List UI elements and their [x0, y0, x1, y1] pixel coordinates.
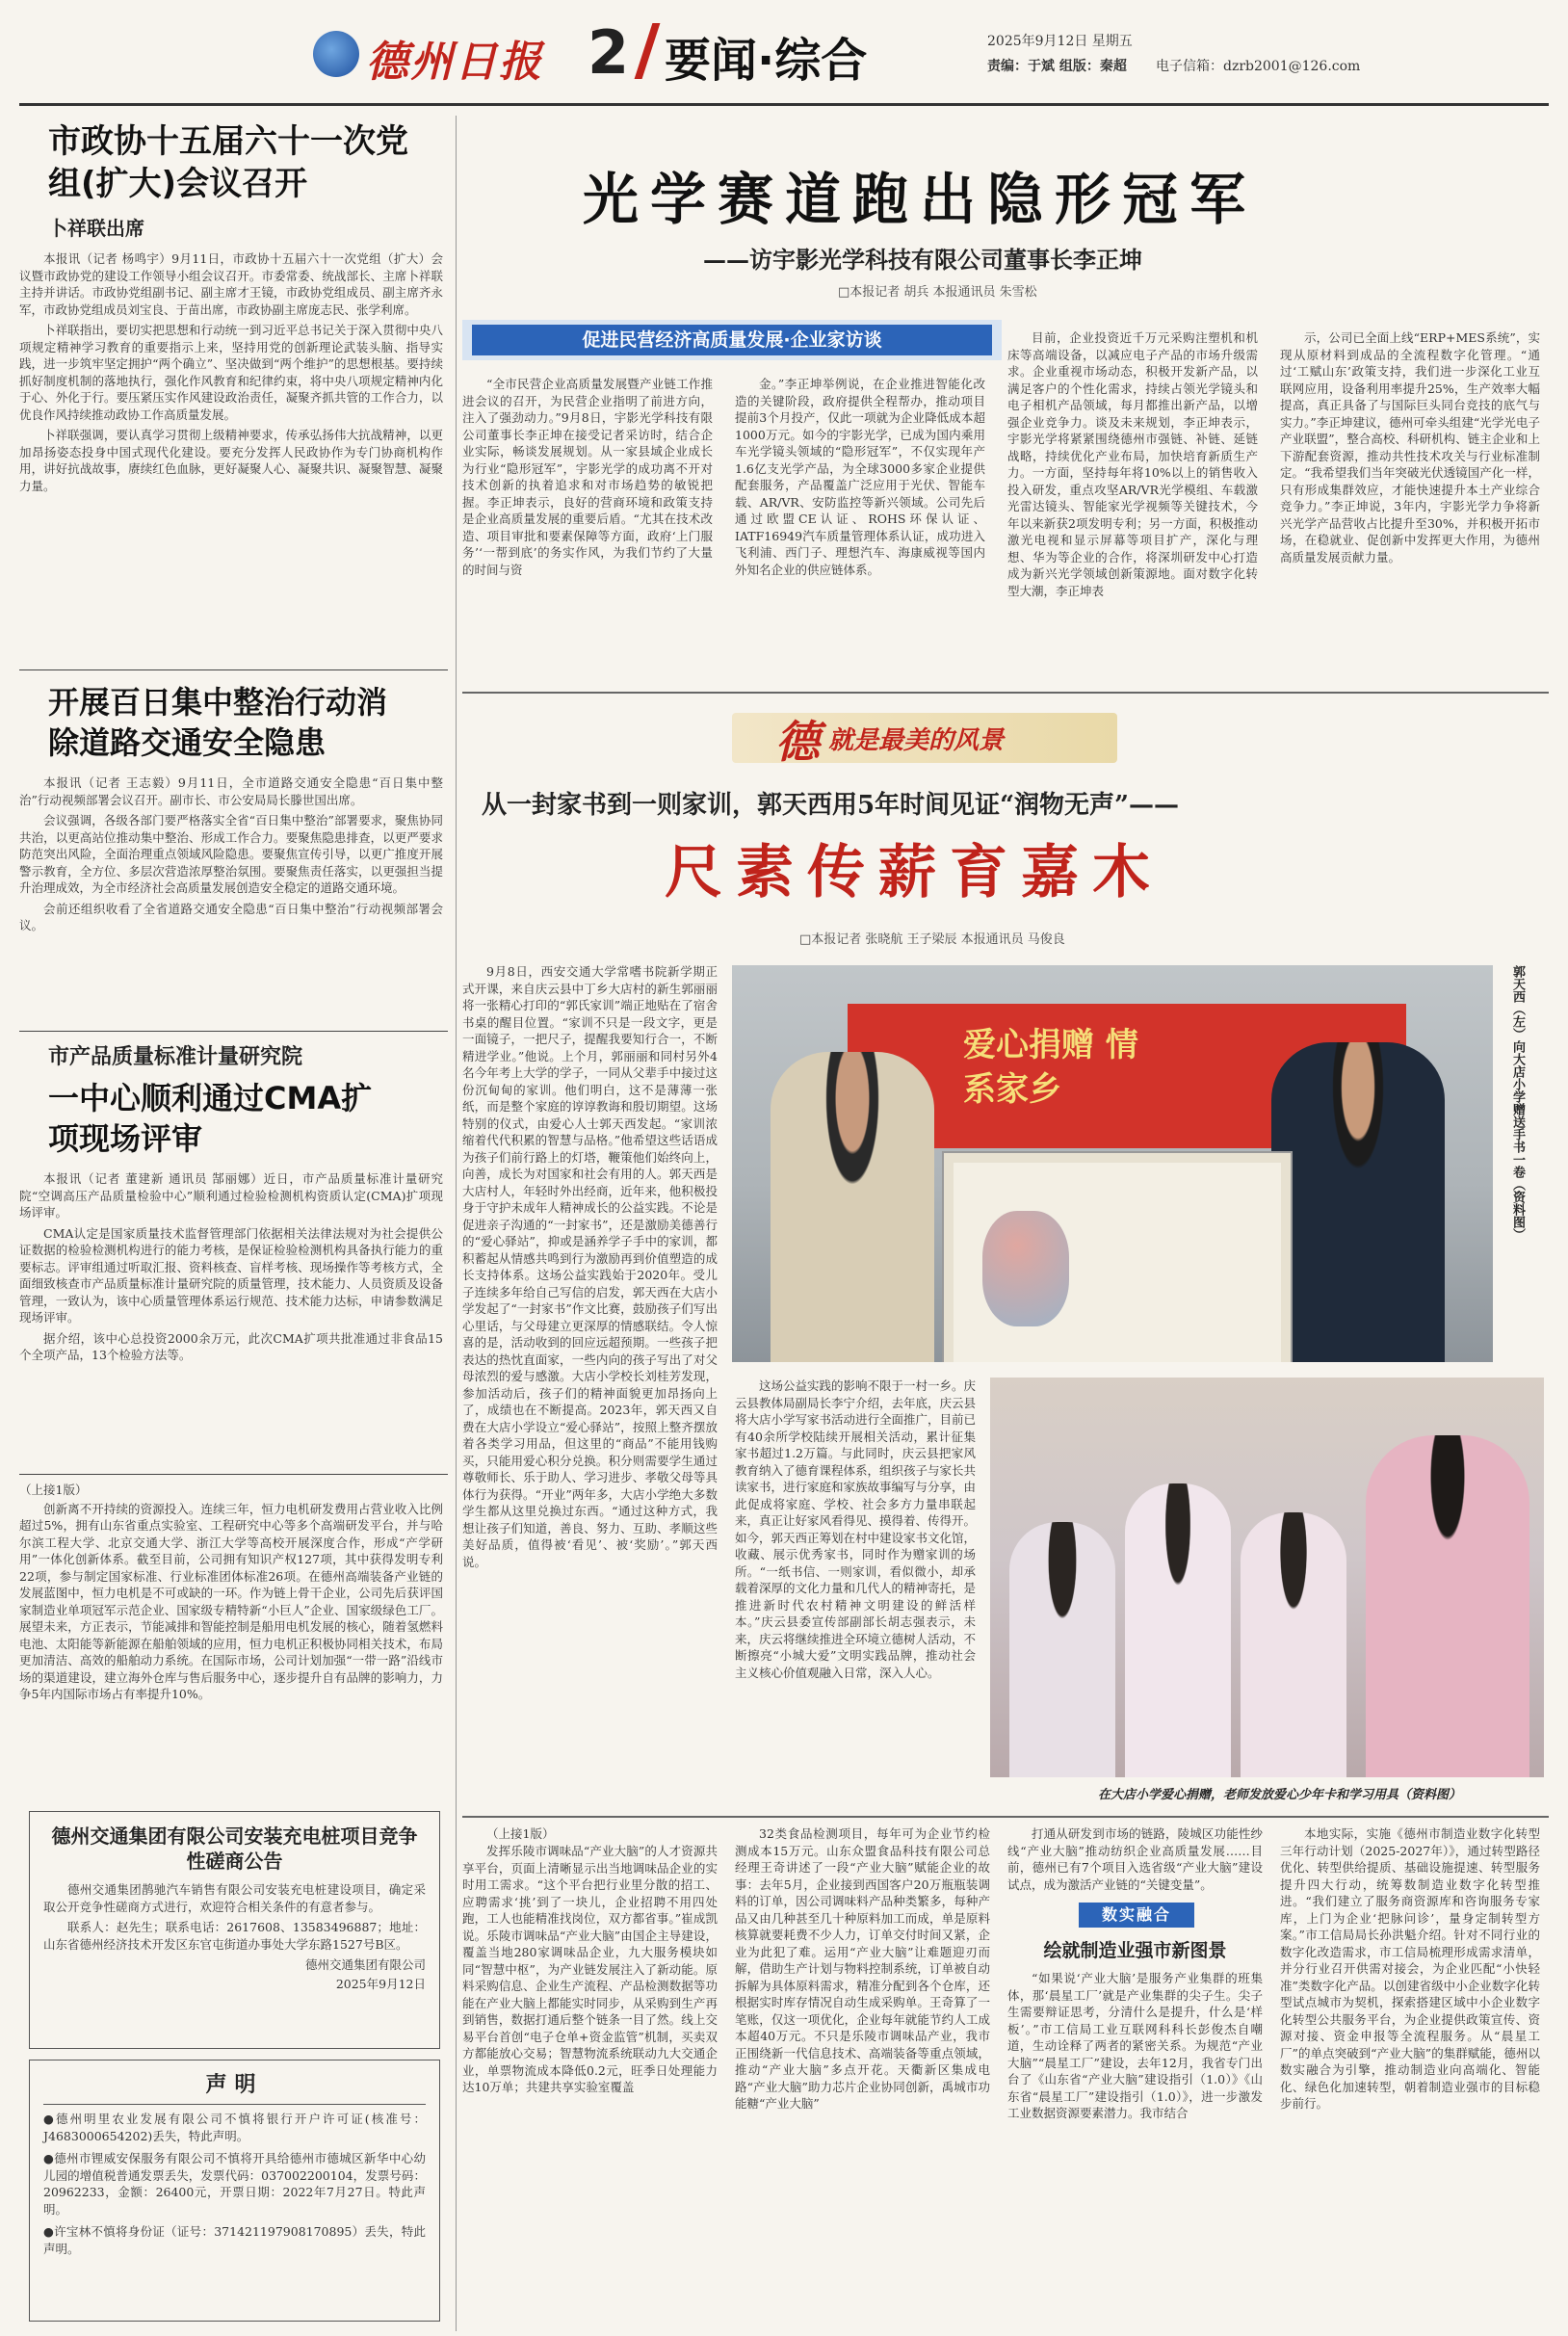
child-2	[1125, 1483, 1231, 1777]
email: 电子信箱：dzrb2001@126.com	[1156, 59, 1361, 74]
article-cppcc-meeting	[19, 120, 443, 498]
issue-date: 2025年9月12日 星期五	[987, 34, 1133, 49]
paragraph: 卜祥联指出，要切实把思想和行动统一到习近平总书记关于深入贯彻中央八项规定精神学习教育的重要指示上来，坚持用党的创新理论武装头脑、指导实践，进一步筑牢坚定拥护“两个确立”、坚决做到“两个维护”的思想根基。要持续抓好制度机制的落地执行，强化作风教育和纪律约束，将中央八项规定精神内化于心、外化于行。要压紧压实作风建设政治责任，凝聚齐抓共管的工作合力，以优良作风持续推动政协工作高质量发展。	[19, 323, 443, 422]
headline: 光学赛道跑出隐形冠军	[583, 167, 1258, 232]
headline: 尺素传薪育嘉木	[665, 839, 1163, 906]
photo2-caption: 在大店小学爱心捐赠，老师发放爱心少年卡和学习用具（资料图）	[1098, 1788, 1462, 1802]
statement-box	[29, 2060, 440, 2322]
body-col: 这场公益实践的影响不限于一村一乡。庆云县教体局副局长李宁介绍，去年底，庆云县将大店小学写家书活动进行全面推广，目前已有40余所学校陆续开展相关活动，累计征集家书超过1.2万篇。与此同时，庆云县把家风教育纳入了德育课程体系，组织孩子与家长共读家书，进行家庭和家族故事编写与分享，由此促成将家庭、学校、社会多方力量串联起来，真正让好家风看得见、摸得着、传得开。如今，郭天西正筹划在村中建设家书文化馆，收藏、展示优秀家书，同时作为赠家训的场所。“一纸书信、一则家训，看似微小，却承载着深厚的文化力量和几代人的精神寄托，是推进新时代农村精神文明建设的鲜活样本。”庆云县委宣传部副部长胡志强表示，未来，庆云将继续推进全环境立德树人活动，不断擦亮“小城大爱”文明实践品牌，推动社会主义核心价值观融入日常，深入人心。	[735, 1378, 977, 1680]
paragraph: CMA认定是国家质量技术监督管理部门依据相关法律法规对为社会提供公证数据的检验检测机构进行的能力考核，是保证检验检测机构具备执行能力的重要标志。评审组通过听取汇报、资料核查、盲样考核、现场操作等考核方式，全面细致核查市产品质量标准计量研究院的质量管理，技术能力、人员资质及设备管理，一致认为，该中心质量管理体系运行规范、技术能力达标，申请参数满足现场评审。	[19, 1225, 443, 1325]
child-3	[1241, 1512, 1346, 1777]
statement-item: ●德州市锂威安保服务有限公司不慎将开具给德州市德城区新华中心幼儿园的增值税普通发票丢失，发票代码：037002200104，发票号码：20962233，金额：26400元，开票日期：2022年7月27日。特此声明。	[43, 2151, 426, 2217]
body-col: 9月8日，西安交通大学常嗜书院新学期正式开课，来自庆云县中丁乡大店村的新生郭丽丽将一张精心打印的“郭氏家训”端正地贴在了宿舍书桌的醒目位置。“家训不只是一段文字，更是一面镜子，一把尺子，提醒我要知行合一，不断精进学业。”他说。上个月，郭丽丽和同村另外4名今年考上大学的学子，一同从父辈手中接过这份沉甸甸的家训。他们明白，这不是薄薄一张纸，而是整个家庭的谆谆教诲和殷切期望。这场特别的仪式，由爱心人士郭天西发起。“家训浓缩着代代积累的智慧与品格。”他希望这些话语成为孩子们前行路上的灯塔，鞭策他们始终向上，向善，成长为对国家和社会有用的人。郭天西是大店村人，年轻时外出经商，近年来，他积极投身于守护未成年人精神成长的公益实践。不论是促进亲子沟通的“一封家书”，还是激励美德善行的“爱心驿站”，抑或是涵养学子手中的家训，都积蓄起从情感共鸣到行为激励再到价值塑造的成长支持体系。这场公益实践始于2020年。受儿子连续多年给自己写信的启发，郭天西在大店小学发起了“一封家书”作文比赛，鼓励孩子们写出心里话，与父母建立更深厚的情感联结。令人惊喜的是，活动收到的回应远超预期。一些孩子把表达的热忱直面家，一些内向的孩子写出了对父母浓烈的爱与感激。大店小学校长刘桂芳发现，参加活动后，孩子们的精神面貌更加昂扬向上了，成绩也在不断提高。2023年，郭天西又自费在大店小学设立“爱心驿站”，按照上整齐摆放着各类学习用品，但这里的“商品”不能用钱购买，只能用爱心积分兑换。积分则需要学生通过尊敬师长、乐于助人、学习进步、孝敬父母等具体行为获得。“开业”两年多，大店小学绝大多数学生都从这里兑换过东西。“通过这种方式，我想让孩子们知道，善良、努力、互助、孝顺这些美好品质，值得被‘看见’、被‘奖励’。”郭天西说。	[462, 964, 718, 1569]
masthead	[0, 0, 1568, 116]
photo-donation	[732, 965, 1493, 1362]
photo1-banner: 爱心捐赠 情系家乡	[963, 1026, 1138, 1109]
teacher	[1366, 1435, 1529, 1777]
banner-text: 就是最美的风景	[828, 726, 1005, 755]
section-title: 要闻·综合	[665, 34, 868, 88]
feature-family-letter	[462, 703, 1549, 1821]
page-number: 2	[588, 17, 630, 88]
body-col: 32类食品检测项目，每年可为企业节约检测成本15万元。山东众盟食品科技有限公司总经理王奇讲述了一段“产业大脑”赋能企业的故事：去年5月，企业接到西国客户20万瓶瓶装调料的订单，因公司调味料产品种类繁多，每种产品又由几种甚至几十种原料加工而成，单是原料核算就要耗费不少人力，订单交付时间又紧，企业为此犯了难。运用“产业大脑”让难题迎刃而解，借助生产计划与物料控制系统，订单被自动拆解为具体原料需求，精准分配到各个仓库，还根据实时库存情况自动生成采购单。王奇算了一笔账，仅这一项优化，企业每年就能节约人工成本超40万元。不只是乐陵市调味品产业，我市正围绕新一代信息技术、高端装备等重点领域，推动“产业大脑”多点开花。天衢新区集成电路“产业大脑”助力芯片企业协同创新，禹城市功能糖“产业大脑”	[735, 1826, 990, 2111]
paragraph: 会前还组织收看了全省道路交通安全隐患“百日集中整治”行动视频部署会议。	[19, 901, 443, 932]
body-col: 金。”李正坤举例说，在企业推进智能化改造的关键阶段，政府提供全程帮办，推动项目提前3个月投产，仅此一项就为企业降低成本超1000万元。如今的宇影光学，已成为国内乘用车光学镜头领域的“隐形冠军”，不仅实现年产1.6亿支光学产品，为全球3000多家企业提供配套服务，产品覆盖广泛应用于光伏、智能车载、AR/VR、安防监控等新兴领域。公司先后通过欧盟CE认证、ROHS环保认证、IATF16949汽车质量管理体系认证，成功进入飞利浦、西门子、理想汽车、海康威视等国内外知名企业的供应链体系。	[735, 377, 985, 577]
series-banner-text: 促进民营经济高质量发展·企业家访谈	[472, 325, 992, 355]
statement-item: ●许宝林不慎将身份证（证号：371421197908170895）丢失，特此声明。	[43, 2224, 426, 2256]
body-col: “如果说‘产业大脑’是服务产业集群的班集体，那‘晨星工厂’就是产业集群的尖子生。尖子生需要辩证思考，分清什么是提升，什么是‘样板’。”市工信局工业互联网科科长彭俊杰自嘲道，生动诠释了两者的紧密关系。为规范“产业大脑”“晨星工厂”建设，去年12月，我省专门出台了《山东省“产业大脑”建设指引（1.0）》《山东省“晨星工厂”建设指引（1.0）》，进一步激发工业数据资源要素潜力。我市结合	[1007, 1971, 1263, 2120]
article-industry-brain	[462, 1825, 1549, 2326]
subheadline: ——访宇影光学科技有限公司董事长李正坤	[703, 246, 1142, 274]
body-col: “全市民营企业高质量发展暨产业链工作推进会议的召开，为民营企业指明了前进方向，注入了强劲动力。”9月8日，宇影光学科技有限公司董事长李正坤在接受记者采访时，结合企业实际，畅谈发展规划。从一家县域企业成长为行业“隐形冠军”，宇影光学的成功离不开对技术创新的执着追求和对市场趋势的敏锐把握。李正坤表示，良好的营商环境和政策支持是企业高质量发展的重要后盾。“尤其在技术改造、项目审批和要素保障等方面，政府‘上门服务’‘一帮到底’的务实作风，为我们节约了大量的时间与资	[462, 377, 713, 577]
byline: □本报记者 胡兵 本报通讯员 朱雪松	[838, 285, 1037, 300]
byline: □本报记者 张晓航 王子梁辰 本报通讯员 马俊良	[799, 932, 1065, 947]
headline: 开展百日集中整治行动消除道路交通安全隐患	[48, 684, 388, 761]
photo1-caption: 郭天西（左）向大店小学赠送手书一卷（资料图）	[1510, 965, 1525, 1241]
body-col: 发挥乐陵市调味品“产业大脑”的人才资源共享平台，页面上清晰显示出当地调味品企业的实时用工需求。“这个平台把行业里分散的招工、应聘需求‘挑’到了一块儿，企业招聘不用四处跑，工人也能精准找岗位，双方都省事。”崔成凯说。乐陵市调味品“产业大脑”由国企主导建设，覆盖当地280家调味品企业，九大服务模块如同“智慧中枢”，为产业链发展注入了新动能。原料采购信息、企业生产流程、产品检测数据等功能在产业大脑上都能实时同步，从采购到生产再到销售，数据打通后整个链条一目了然。线上交易平台首创“电子仓单+资金监管”机制，买卖双方都能放心交易；智慧物流系统联动九大交通企业，单票物流成本降低0.2元，旺季日处理能力达10万单；共建共享实验室覆盖	[462, 1844, 718, 2094]
article-traffic-safety	[19, 682, 443, 938]
newspaper-logo-icon	[313, 31, 359, 77]
banner-char: 德	[775, 716, 820, 768]
feature-optics	[462, 116, 1549, 703]
painting-figure	[982, 1211, 1069, 1326]
kicker: 市产品质量标准计量研究院	[48, 1045, 303, 1069]
notice-box	[29, 1811, 440, 2049]
notice-signer: 德州交通集团有限公司	[304, 1957, 426, 1972]
subsection-head: 绘就制造业强市新图景	[1043, 1940, 1227, 1961]
article-cma-review	[19, 1040, 443, 1368]
body-col: 打通从研发到市场的链路，陵城区功能性纱线“产业大脑”推动纺织企业高质量发展……目前，德州已有7个项目入选省级“产业大脑”建设试点，成为激活产业链的“关键变量”。	[1007, 1826, 1263, 1892]
paragraph: 据介绍，该中心总投资2000余万元，此次CMA扩项共批准通过非食品15个全项产品，13个检验方法等。	[19, 1330, 443, 1362]
notice-body: 德州交通集团鹊驰汽车销售有限公司安装充电桩建设项目，确定采取公开竞争性磋商方式进行，欢迎符合相关条件的有意者参与。	[43, 1882, 426, 1914]
body-col: 示，公司已全面上线“ERP+MES系统”，实现从原材料到成品的全流程数字化管理。“通过‘工赋山东’政策支持，我们进一步深化工业互联网应用，设备利用率提升25%，生产效率大幅提高，真正具备了与国际巨头同台竞技的底气与实力。”李正坤建议，德州可牵头组建“光学光电子产业联盟”，整合高校、科研机构、链主企业和上下游配套资源，推动共性技术攻关与行业标准制定。“我希望我们当年突破光伏透镜国产化一样，只有形成集群效应，才能快速提升本土产业综合竞争力。”李正坤说，3年内，宇影光学力争将新兴光学产品营收占比提升至30%，并积极开拓市场，在稳就业、促创新中发挥更大作用，为德州高质量发展贡献力量。	[1280, 330, 1540, 564]
jump-line: （上接1版）	[486, 1826, 555, 1841]
article-continued-motor	[19, 1482, 443, 1705]
subheadline: 卜祥联出席	[48, 217, 144, 240]
paragraph: 创新离不开持续的资源投入。连续三年，恒力电机研发费用占营业收入比例超过5%，拥有山东省重点实验室、工程研究中心等多个高端研发平台，并与哈尔滨工程大学、北京交通大学、浙江大学等高校开展深度合作，形成“产学研用”一体化创新体系。截至目前，公司拥有知识产权127项，其中获得发明专利22项，参与制定国家标准、行业标准团体标准26项。在德州高端装备产业链的发展蓝图中，恒力电机是不可或缺的一环。作为链上骨干企业，公司先后获评国家制造业单项冠军示范企业、国家级专精特新“小巨人”企业、国家级绿色工厂。展望未来，方正表示，节能减排和智能控制是船用电机发展的核心，随着氢燃料电池、太阳能等新能源在船舶领域的应用，恒力电机正积极协同相关技术，布局更加清洁、高效的船舶动力系统。在国际市场，公司计划加强“一带一路”沿线市场的渠道建设，建立海外仓库与售后服务中心，逐步提升自有品牌的影响力，力争5年内国际市场占有率提升10%。	[19, 1501, 443, 1701]
notice-title: 德州交通集团有限公司安装充电桩项目竞争性磋商公告	[51, 1824, 418, 1873]
page-editors: 责编：于斌 组版：秦超	[987, 59, 1127, 74]
paper-name: 德州日报	[366, 38, 543, 87]
paragraph: 本报讯（记者 董建新 通讯员 郜丽娜）近日，市产品质量标准计量研究院“空调高压产品质量检验中心”顺利通过检验检测机构资质认定(CMA)扩项现场评审。	[19, 1171, 443, 1220]
child-1	[1009, 1522, 1115, 1777]
jump-line: （上接1版）	[19, 1483, 88, 1497]
paragraph: 本报讯（记者 杨鸣宇）9月11日，市政协十五届六十一次党组（扩大）会议暨市政协党的建设工作领导小组会议召开。市委常委、统战部长、主席卜祥联主持并讲话。市政协党组副书记、副主席才王镜，市政协党组成员、副主席齐永军，市政协党组成员刘宝良、于苗出席，市政协副主席庞志民、张学利席。	[19, 251, 443, 317]
deck: 从一封家书到一则家训，郭天西用5年时间见证“润物无声”——	[482, 791, 1180, 820]
subsection-banner: 数实融合	[1079, 1903, 1194, 1928]
headline: 一中心顺利通过CMA扩项现场评审	[48, 1080, 373, 1157]
photo-classroom	[990, 1378, 1544, 1777]
paragraph: 会议强调，各级各部门要严格落实全省“百日集中整治”部署要求，聚焦协同共治，以更高站位推动集中整治、形成工作合力。要聚焦隐患排查，以更严要求防范突出风险，全面治理重点领域风险隐患。要聚焦宣传引导，以更广推度开展警示教育，全方位、多层次营造浓厚整治氛围。要聚焦责任落实，以更强担当提升治理成效，为全市经济社会高质量发展创造安全稳定的道路交通环境。	[19, 813, 443, 895]
person-right	[1271, 1042, 1445, 1362]
paragraph: 卜祥联强调，要认真学习贯彻上级精神要求，传承弘扬伟大抗战精神，以更加昂扬姿态投身中国式现代化建设。要充分发挥人民政协作为专门协商机构作用，讲好抗战故事，赓续红色血脉，更好凝聚人心、凝聚共识、凝聚智慧、凝聚力量。	[19, 428, 443, 493]
notice-date: 2025年9月12日	[335, 1976, 426, 1991]
statement-item: ●德州明里农业发展有限公司不慎将银行开户许可证(核准号：J4683000654202)丢失，特此声明。	[43, 2112, 426, 2143]
headline: 市政协十五届六十一次党组(扩大)会议召开	[48, 122, 408, 203]
body-col: 目前，企业投资近千万元采购注塑机和机床等高端设备，以减应电子产品的市场升级需求。企业重视市场动态，积极开发新产品，以满足客户的个性化需求，持续占领光学镜头和电子相机产品领域，每月都推出新产品，以增强企业竞争力。谈及未来规划，李正坤表示，宇影光学将紧紧围绕德州市强链、补链、延链战略，持续优化产业布局，加快培育新质生产力。一方面，坚持每年将10%以上的销售收入投入研发，重点攻坚AR/VR光学模组、车载激光雷达镜头、智能家光学视频等关键技术，今年以来新获2项发明专利；另一方面，积极推动激光电视和显示屏幕等项目扩产，深化与理想、华为等企业的合作，将深圳研发中心打造成为新兴光学领域创新策源地。面对数字化转型大潮，李正坤表	[1007, 330, 1258, 598]
page-slash	[635, 23, 661, 79]
person-left	[771, 1052, 934, 1362]
statement-title: 声明	[205, 2073, 264, 2097]
body-col: 本地实际，实施《德州市制造业数字化转型三年行动计划（2025-2027年）》，通过转型路径优化、转型供给提质、基础设施提速、转型服务提升四大行动，统筹数制造业数字化转型推进。“我们建立了服务商资源库和咨询服务专家库，上门为企业‘把脉问诊’，量身定制转型方案。”市工信局局长孙洪魁介绍。针对不同行业的数字化改造需求，市工信局梳理形成需求清单，并分行业召开供需对接会，为企业匹配“小快轻准”类数字化产品。以创建省级中小企业数字化转型试点城市为契机，探索搭建区域中小企业数字化转型公共服务平台，为企业提供政策宣传、资源对接、资金申报等全流程服务。从“晨星工厂”的单点突破到“产业大脑”的集群赋能，德州以数实融合为引擎，推动制造业向高端化、智能化、绿色化加速转型，朝着制造业强市的目标稳步前行。	[1280, 1826, 1540, 2111]
paragraph: 本报讯（记者 王志毅）9月11日，全市道路交通安全隐患“百日集中整治”行动视频部署会议召开。副市长、市公安局局长滕世国出席。	[19, 775, 443, 807]
notice-contact: 联系人：赵先生；联系电话：2617608、13583496887；地址：山东省德州经济技术开发区东官屯街道办事处大学东路1527号B区。	[43, 1920, 426, 1952]
